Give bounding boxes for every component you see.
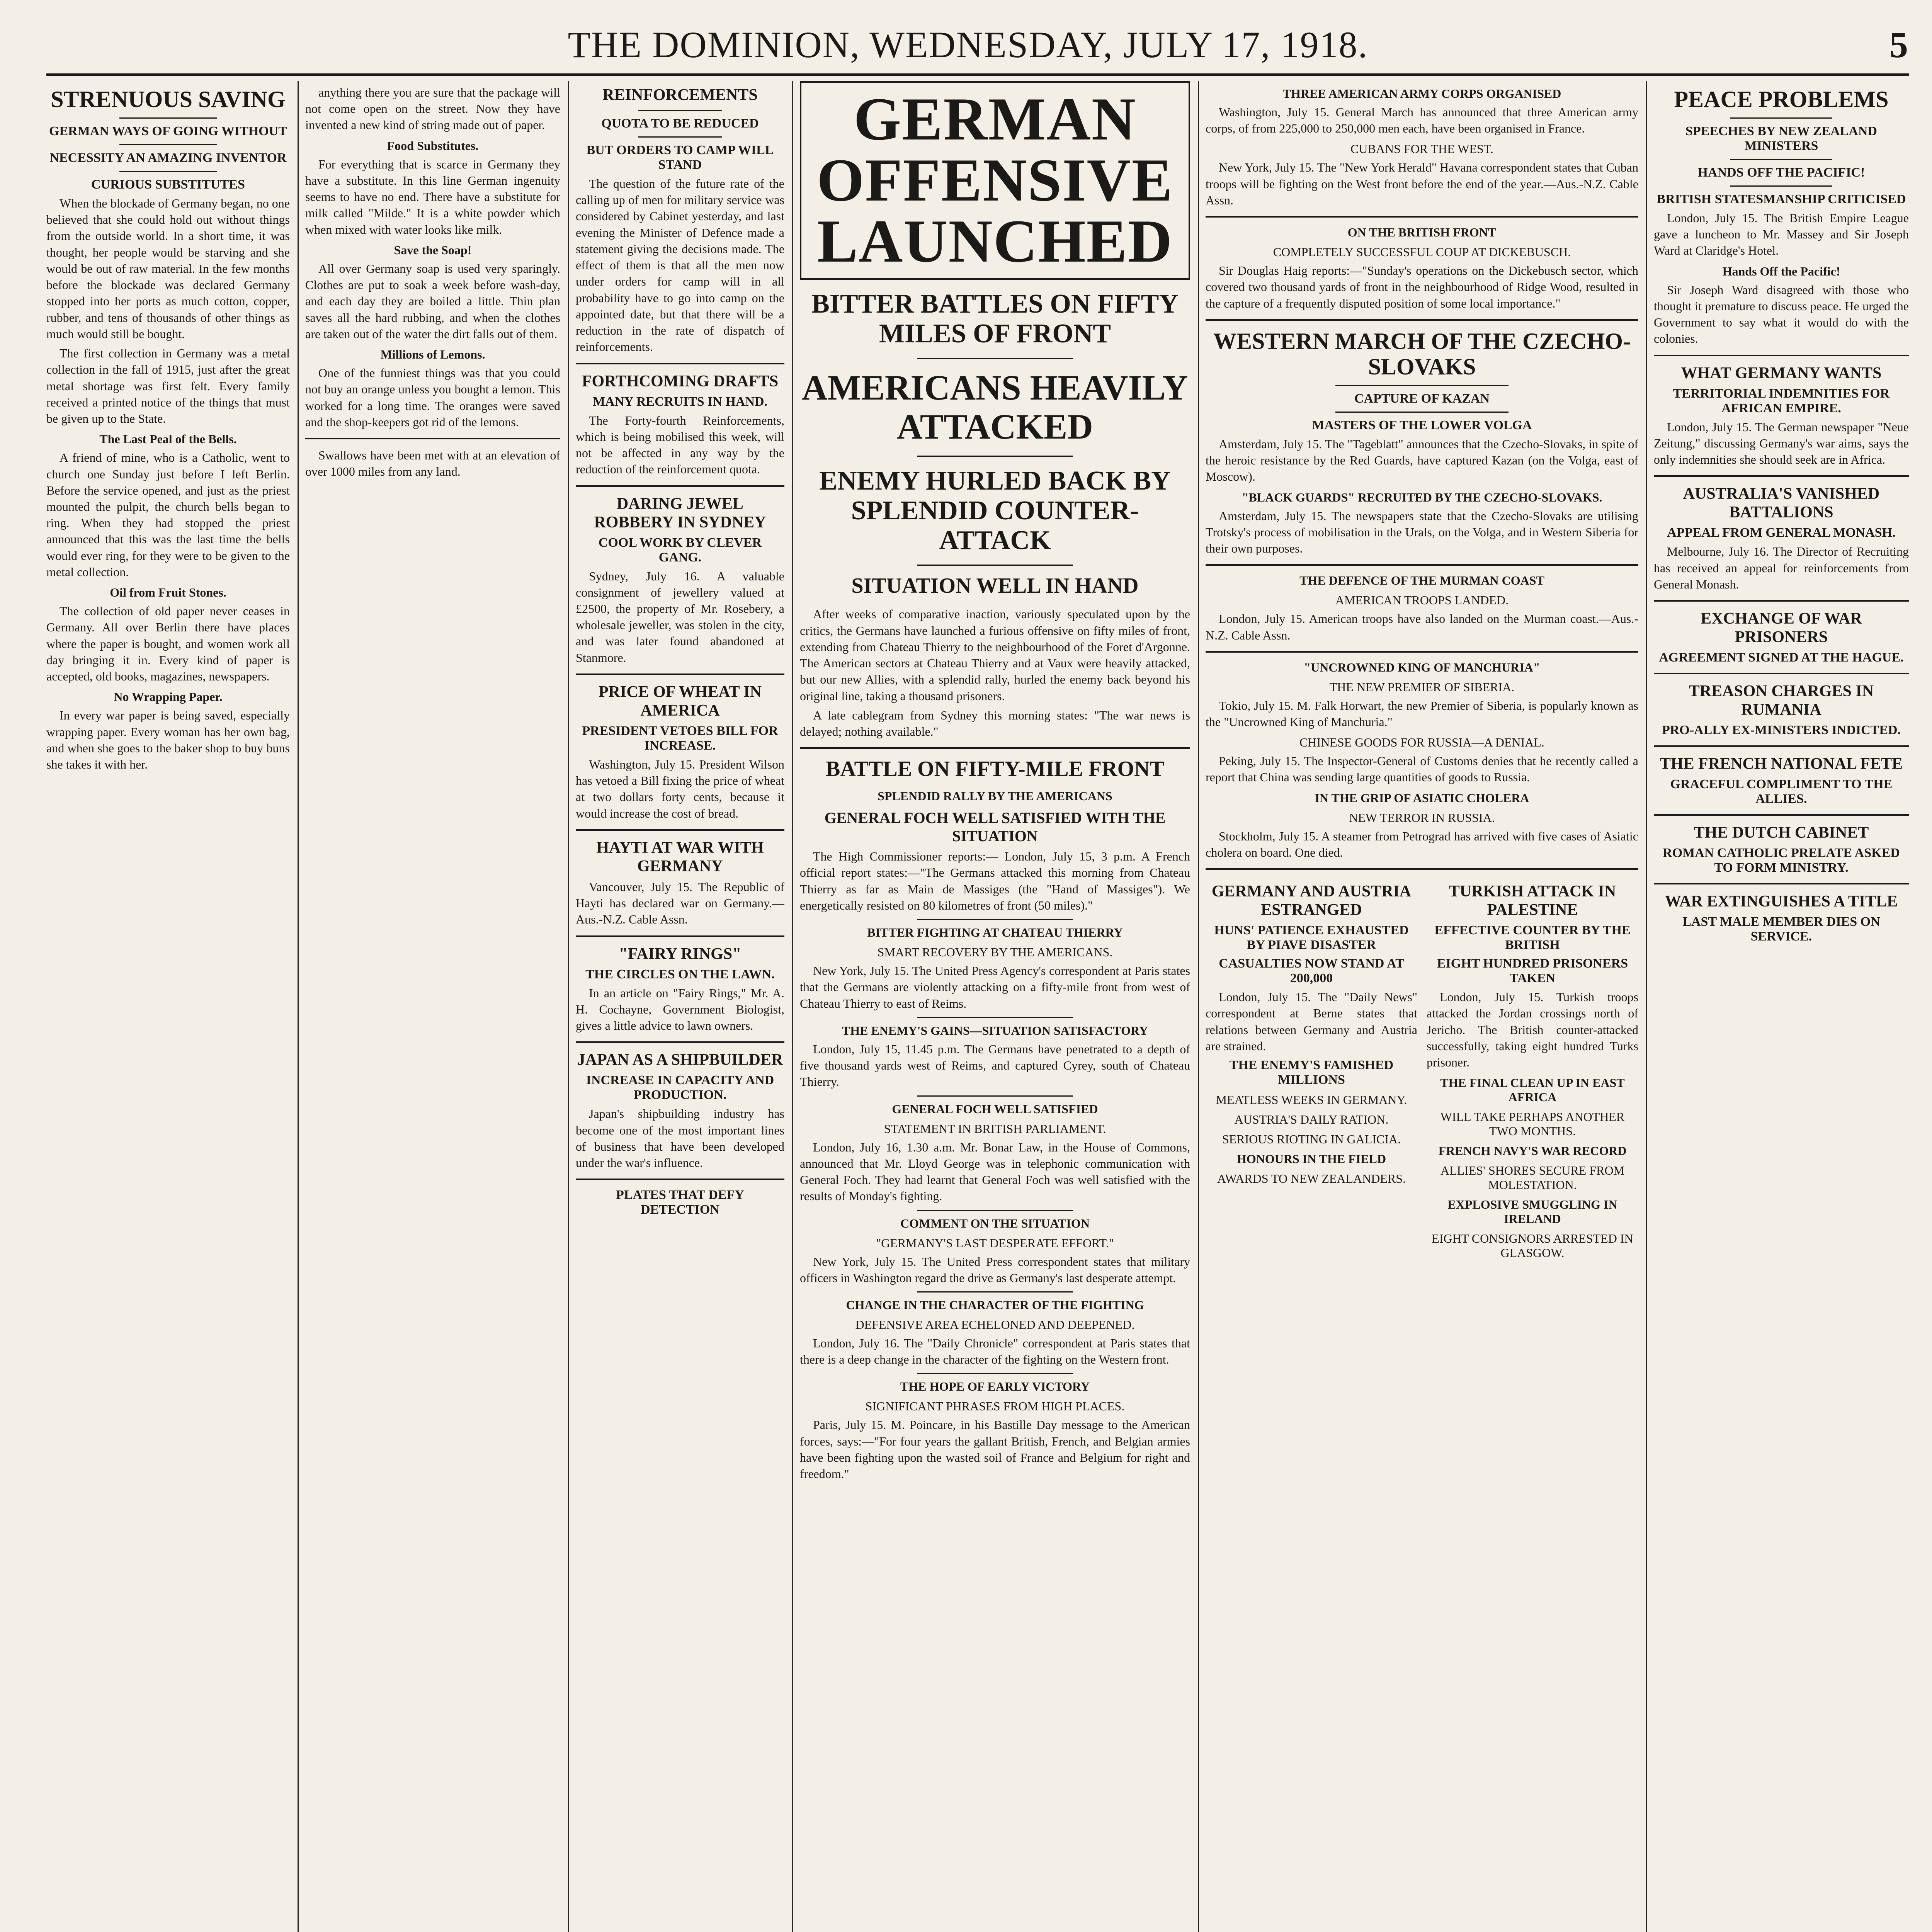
subheading: STATEMENT IN BRITISH PARLIAMENT. xyxy=(884,1121,1106,1136)
column-2 xyxy=(305,81,560,1932)
subheading: ON THE BRITISH FRONT xyxy=(1347,225,1497,240)
column-1 xyxy=(46,81,290,1932)
column-rule xyxy=(298,81,299,1932)
article-headline: WESTERN MARCH OF THE CZECHO-SLOVAKS xyxy=(1213,328,1631,379)
article-deck: BRITISH STATESMANSHIP CRITICISED xyxy=(1656,192,1906,206)
article-headline: AUSTRALIA'S VANISHED BATTALIONS xyxy=(1683,485,1880,522)
article-headline: TREASON CHARGES IN RUMANIA xyxy=(1689,682,1874,719)
article-deck: PRESIDENT VETOES BILL FOR INCREASE. xyxy=(582,723,778,753)
subheading: GENERAL FOCH WELL SATISFIED WITH THE SITUATION xyxy=(824,809,1166,845)
divider xyxy=(1730,117,1832,119)
article-paragraph: Amsterdam, July 15. The newspapers state that the Czecho-Slovaks are utilising Trotsky's process of mobilisation in the Urals, on the Volga, and in Western Siberia for their own purposes. xyxy=(1206,509,1638,556)
article-deck: COOL WORK BY CLEVER GANG. xyxy=(598,535,762,565)
article-headline: "FAIRY RINGS" xyxy=(619,945,742,963)
article-paragraph: London, July 16, 1.30 a.m. Mr. Bonar Law, in the House of Commons, announced that Mr. Lloyd George was in telephonic communication with General Foch. They had learnt that General Foch was well satisfied with the results of Monday's fighting. xyxy=(800,1140,1190,1203)
article-headline: TURKISH ATTACK IN PALESTINE xyxy=(1449,883,1616,919)
article-deck: PRO-ALLY EX-MINISTERS INDICTED. xyxy=(1662,723,1901,738)
two-column-block xyxy=(1206,878,1638,1262)
lead-deck: AMERICANS HEAVILY ATTACKED xyxy=(802,368,1188,447)
divider xyxy=(1654,600,1909,602)
article-paragraph: London, July 15. The British Empire League gave a luncheon to Mr. Massey and Sir Joseph Ward at Claridge's Hotel. xyxy=(1654,211,1909,258)
article-paragraph: The first collection in Germany was a metal collection in the fall of 1915, just after the great metal shortage was first felt. Every family received a printed notice of the things that must be given up to the State. xyxy=(46,346,290,426)
article-deck: MASTERS OF THE LOWER VOLGA xyxy=(1312,418,1532,432)
column-rule xyxy=(568,81,569,1932)
subheading: Save the Soap! xyxy=(394,243,472,257)
divider xyxy=(305,438,560,439)
article-deck: EIGHT HUNDRED PRISONERS TAKEN xyxy=(1437,956,1628,986)
article-paragraph: Japan's shipbuilding industry has become one of the most important lines of business that have been developed under the war's influence. xyxy=(576,1107,784,1170)
article-paragraph: Stockholm, July 15. A steamer from Petrograd has arrived with five cases of Asiatic cholera on board. One died. xyxy=(1206,829,1638,859)
article-paragraph: London, July 15. American troops have also landed on the Murman coast.—Aus.-N.Z. Cable Assn. xyxy=(1206,612,1638,642)
subheading: "UNCROWNED KING OF MANCHURIA" xyxy=(1304,660,1540,674)
subheading: AUSTRIA'S DAILY RATION. xyxy=(1234,1112,1389,1127)
article-paragraph: Washington, July 15. President Wilson has vetoed a Bill fixing the price of wheat at two dollars forty cents, because it would increase the cost of bread. xyxy=(576,757,784,820)
divider xyxy=(638,110,722,111)
subheading: EXPLOSIVE SMUGGLING IN IRELAND xyxy=(1447,1197,1617,1226)
article-headline: JAPAN AS A SHIPBUILDER xyxy=(577,1051,783,1069)
article-paragraph: London, July 15. The German newspaper "Neue Zeitung," discussing Germany's war aims, says the only indemnities she should seek are in Africa. xyxy=(1654,420,1909,467)
subheading: HONOURS IN THE FIELD xyxy=(1236,1152,1386,1166)
divider xyxy=(1654,745,1909,747)
subheading: IN THE GRIP OF ASIATIC CHOLERA xyxy=(1315,791,1529,805)
subheading: MEATLESS WEEKS IN GERMANY. xyxy=(1216,1093,1407,1107)
subheading: NEW TERROR IN RUSSIA. xyxy=(1349,810,1495,825)
article-deck: HUNS' PATIENCE EXHAUSTED BY PIAVE DISASTER xyxy=(1214,923,1409,952)
divider xyxy=(638,136,722,138)
article-paragraph: anything there you are sure that the package will not come open on the street. Now they have invented a new kind of string made out of paper. xyxy=(305,85,560,132)
subheading: SPLENDID RALLY BY THE AMERICANS xyxy=(878,789,1112,803)
article-paragraph: Peking, July 15. The Inspector-General of Customs denies that he recently called a report that China was sending large quantities of goods to Russia. xyxy=(1206,754,1638,784)
subheading: THE ENEMY'S GAINS—SITUATION SATISFACTORY xyxy=(842,1023,1148,1037)
subheading: COMMENT ON THE SITUATION xyxy=(900,1216,1090,1230)
divider xyxy=(917,1095,1073,1097)
divider xyxy=(576,935,784,937)
article-paragraph: Sir Douglas Haig reports:—"Sunday's operations on the Dickebusch sector, which covered two thousand yards of front in the neighbourhood of Ridge Wood, resulted in the capture of a frequently disputed position of some local importance." xyxy=(1206,264,1638,310)
column-rule xyxy=(792,81,793,1932)
subheading: SIGNIFICANT PHRASES FROM HIGH PLACES. xyxy=(865,1399,1125,1413)
subheading: SMART RECOVERY BY THE AMERICANS. xyxy=(877,945,1113,959)
divider xyxy=(576,485,784,487)
article-headline: WAR EXTINGUISHES A TITLE xyxy=(1665,893,1898,911)
article-deck: CASUALTIES NOW STAND AT 200,000 xyxy=(1219,956,1404,986)
divider xyxy=(1654,883,1909,884)
subcolumn-left xyxy=(1206,878,1417,1262)
subheading: "BLACK GUARDS" RECRUITED BY THE CZECHO-SLOVAKS. xyxy=(1242,490,1602,504)
column-7 xyxy=(1654,81,1909,1932)
divider xyxy=(1730,185,1832,187)
article-deck: MANY RECRUITS IN HAND. xyxy=(592,394,768,409)
article-paragraph: Swallows have been met with at an elevation of over 1000 miles from any land. xyxy=(305,448,560,479)
article-deck: THE CIRCLES ON THE LAWN. xyxy=(585,967,775,981)
column-rule xyxy=(1646,81,1647,1932)
article-paragraph: Vancouver, July 15. The Republic of Hayti has declared war on Germany.—Aus.-N.Z. Cable Assn. xyxy=(576,879,784,927)
subcolumn-right xyxy=(1427,878,1638,1262)
divider xyxy=(1206,319,1638,321)
article-headline: REINFORCEMENTS xyxy=(602,86,758,104)
article-paragraph: For everything that is scarce in Germany they have a substitute. In this line German ingenuity seems to have no end. There have a substitute for milk called "Milde." It is a white powder which when mixed with water looks like milk. xyxy=(305,157,560,236)
subheading: AMERICAN TROOPS LANDED. xyxy=(1335,593,1509,607)
article-deck: BUT ORDERS TO CAMP WILL STAND xyxy=(586,143,774,172)
article-paragraph: A late cablegram from Sydney this morning states: "The war news is delayed; nothing available." xyxy=(800,708,1190,739)
divider xyxy=(576,363,784,364)
article-paragraph: One of the funniest things was that you could not buy an orange unless you bought a lemon. This worked for a long time. The oranges were saved and the shop-keepers got rid of the lemons. xyxy=(305,366,560,429)
subheading: COMPLETELY SUCCESSFUL COUP AT DICKEBUSCH. xyxy=(1273,245,1571,259)
article-headline: PEACE PROBLEMS xyxy=(1674,87,1889,112)
article-headline: FORTHCOMING DRAFTS xyxy=(582,372,779,390)
subheading: THE FINAL CLEAN UP IN EAST AFRICA xyxy=(1440,1076,1625,1104)
divider xyxy=(1654,475,1909,477)
divider xyxy=(1206,868,1638,870)
subheading: ALLIES' SHORES SECURE FROM MOLESTATION. xyxy=(1440,1163,1625,1192)
subheading: BITTER FIGHTING AT CHATEAU THIERRY xyxy=(867,925,1123,940)
subheading: CHINESE GOODS FOR RUSSIA—A DENIAL. xyxy=(1299,735,1544,750)
article-deck: CURIOUS SUBSTITUTES xyxy=(91,177,245,192)
article-headline: GERMANY AND AUSTRIA ESTRANGED xyxy=(1211,883,1412,919)
divider xyxy=(917,1210,1073,1211)
article-headline: THE FRENCH NATIONAL FETE xyxy=(1660,755,1903,773)
article-deck: GERMAN WAYS OF GOING WITHOUT xyxy=(49,124,287,138)
article-paragraph: In every war paper is being saved, especially wrapping paper. Every woman has her own bag, and when she goes to the baker shop to buy buns she takes it with her. xyxy=(46,708,290,772)
masthead-title: THE DOMINION, WEDNESDAY, JULY 17, 1918. xyxy=(568,24,1368,65)
subheading: WILL TAKE PERHAPS ANOTHER TWO MONTHS. xyxy=(1440,1110,1625,1138)
divider xyxy=(1206,564,1638,566)
divider xyxy=(576,1179,784,1180)
article-headline: EXCHANGE OF WAR PRISONERS xyxy=(1701,610,1862,646)
article-paragraph: London, July 15, 11.45 p.m. The Germans have penetrated to a depth of five thousand yards west of Reims, and captured Cyrey, south of Chateau Thierry. xyxy=(800,1042,1190,1089)
divider xyxy=(1654,814,1909,816)
subheading: Oil from Fruit Stones. xyxy=(110,585,226,600)
article-deck: THE ENEMY'S FAMISHED MILLIONS xyxy=(1229,1058,1394,1087)
article-deck: APPEAL FROM GENERAL MONASH. xyxy=(1667,526,1896,540)
divider xyxy=(119,117,217,119)
divider xyxy=(1654,355,1909,356)
divider xyxy=(1654,673,1909,674)
subheading: Food Substitutes. xyxy=(387,138,479,153)
article-deck: NECESSITY AN AMAZING INVENTOR xyxy=(49,151,287,165)
article-paragraph: New York, July 15. The United Press correspondent states that military officers in Washington regard the drive as Germany's last desperate attempt. xyxy=(800,1254,1190,1285)
article-paragraph: Amsterdam, July 15. The "Tageblatt" announces that the Czecho-Slovaks, in spite of the heroic resistance by the Red Guards, have captured Kazan (on the Volga, east of Moscow). xyxy=(1206,437,1638,484)
column-rule xyxy=(1198,81,1199,1932)
article-paragraph: When the blockade of Germany began, no one believed that she could hold out without things from the outside world. In a short time, it was thought, her people would be starving and she would be out of raw material. In the few months before the blockade was declared Germany stopped into her ports as much cotton, copper, rubber, and tens of thousands of other things as much would still be bought. xyxy=(46,196,290,341)
column-3 xyxy=(576,81,784,1932)
divider xyxy=(576,673,784,675)
subheading: CUBANS FOR THE WEST. xyxy=(1350,142,1493,156)
article-paragraph: Washington, July 15. General March has announced that three American army corps, of from 225,000 to 250,000 men each, have been organised in France. xyxy=(1206,105,1638,136)
subheading: EIGHT CONSIGNORS ARRESTED IN GLASGOW. xyxy=(1432,1231,1633,1260)
subheading: THE HOPE OF EARLY VICTORY xyxy=(900,1379,1090,1394)
article-deck: ROMAN CATHOLIC PRELATE ASKED TO FORM MINISTRY. xyxy=(1663,846,1900,875)
article-paragraph: London, July 16. The "Daily Chronicle" correspondent at Paris states that there is a deep change in the character of the fighting on the Western front. xyxy=(800,1336,1190,1367)
section-headline: BATTLE ON FIFTY-MILE FRONT xyxy=(826,757,1164,781)
article-deck: HANDS OFF THE PACIFIC! xyxy=(1697,165,1865,180)
article-paragraph: New York, July 15. The United Press Agency's correspondent at Paris states that the Germans are violently attacking on a fifty-mile front from west of Chateau Thierry to east of Reims. xyxy=(800,964,1190,1010)
article-paragraph: Paris, July 15. M. Poincare, in his Bastille Day message to the American forces, says:—"For four years the gallant British, French, and Belgian armies have been fighting upon the wasted soil of France and Belgium for right and freedom." xyxy=(800,1418,1190,1481)
article-deck: QUOTA TO BE REDUCED xyxy=(601,116,759,131)
lead-deck: ENEMY HURLED BACK BY SPLENDID COUNTER-ATTACK xyxy=(819,466,1171,556)
lead-deck: SITUATION WELL IN HAND xyxy=(851,574,1139,598)
subheading: CHANGE IN THE CHARACTER OF THE FIGHTING xyxy=(846,1298,1144,1312)
article-deck: INCREASE IN CAPACITY AND PRODUCTION. xyxy=(586,1073,774,1102)
article-paragraph: The Forty-fourth Reinforcements, which is being mobilised this week, will not be affected in any way by the reduction of the reinforcement quota. xyxy=(576,413,784,476)
article-paragraph: The question of the future rate of the calling up of men for military service was considered by Cabinet yesterday, and last evening the Minister of Defence made a statement giving the decisions made. The effect of them is that all the men now under orders for camp will in all probability have to go into camp on the appointed date, but that there will be a reduction in the rate of dispatch of reinforcements. xyxy=(576,177,784,354)
article-headline: STRENUOUS SAVING xyxy=(51,87,286,112)
article-paragraph: After weeks of comparative inaction, variously speculated upon by the critics, the Germans have launched a furious offensive on fifty miles of front, extending from Chateau Thierry to the neighbourhood of the Foret d'Argonne. The American sectors at Chateau Thierry and at Vaux were heavily attacked, but our new Allies, with a splendid rally, hurled the enemy back beyond his original line, taking a thousand prisoners. xyxy=(800,607,1190,703)
article-paragraph: A friend of mine, who is a Catholic, went to church one Sunday just before I left Berlin. Before the service opened, and just as the priest mounted the pulpit, the church bells began to ring. When they had stopped the priest announced that this was the last time the bells would ever ring, for they were to be given to the metal collection. xyxy=(46,451,290,579)
divider xyxy=(917,358,1073,359)
subheading: DEFENSIVE AREA ECHELONED AND DEEPENED. xyxy=(855,1318,1135,1332)
divider xyxy=(1206,216,1638,218)
divider xyxy=(1206,651,1638,653)
lead-headline-box xyxy=(800,81,1190,280)
article-headline: HAYTI AT WAR WITH GERMANY xyxy=(596,838,764,875)
subheading: AWARDS TO NEW ZEALANDERS. xyxy=(1217,1172,1406,1186)
article-paragraph: New York, July 15. The "New York Herald" Havana correspondent states that Cuban troops will be fighting on the West front before the end of the year.—Aus.-N.Z. Cable Assn. xyxy=(1206,160,1638,207)
subheading: GENERAL FOCH WELL SATISFIED xyxy=(892,1102,1098,1116)
article-deck: TERRITORIAL INDEMNITIES FOR AFRICAN EMPIRE. xyxy=(1673,386,1890,415)
article-headline: WHAT GERMANY WANTS xyxy=(1681,364,1882,382)
article-deck: LAST MALE MEMBER DIES ON SERVICE. xyxy=(1682,915,1880,944)
article-deck: GRACEFUL COMPLIMENT TO THE ALLIES. xyxy=(1670,777,1893,806)
article-paragraph: Melbourne, July 16. The Director of Recruiting has received an appeal for reinforcements from General Monash. xyxy=(1654,544,1909,591)
divider xyxy=(917,456,1073,457)
masthead xyxy=(46,15,1909,76)
divider xyxy=(917,1017,1073,1018)
divider xyxy=(917,565,1073,566)
article-paragraph: Tokio, July 15. M. Falk Horwart, the new Premier of Siberia, is popularly known as the "Uncrowned King of Manchuria." xyxy=(1206,698,1638,729)
article-paragraph: Sydney, July 16. A valuable consignment of jewellery valued at £2500, the property of Mr. Rosebery, a wholesale jeweller, was stolen in the city, and was later found abandoned at Stanmore. xyxy=(576,569,784,665)
subheading: "GERMANY'S LAST DESPERATE EFFORT." xyxy=(876,1236,1114,1250)
subheading: The Last Peal of the Bells. xyxy=(99,432,237,446)
subheading: THE NEW PREMIER OF SIBERIA. xyxy=(1329,680,1515,694)
lead-deck: BITTER BATTLES ON FIFTY MILES OF FRONT xyxy=(811,289,1179,349)
article-headline: THE DUTCH CABINET xyxy=(1694,824,1869,842)
subheading: THREE AMERICAN ARMY CORPS ORGANISED xyxy=(1282,87,1561,100)
article-deck: PLATES THAT DEFY DETECTION xyxy=(616,1188,744,1217)
column-6 xyxy=(1206,81,1638,1932)
subheading: No Wrapping Paper. xyxy=(114,690,223,704)
article-headline: DARING JEWEL ROBBERY IN SYDNEY xyxy=(594,495,766,531)
divider xyxy=(917,1373,1073,1374)
article-deck: EFFECTIVE COUNTER BY THE BRITISH xyxy=(1434,923,1631,952)
center-lead-story xyxy=(800,81,1190,1932)
subheading: THE DEFENCE OF THE MURMAN COAST xyxy=(1299,573,1544,588)
divider xyxy=(1335,385,1509,386)
article-paragraph: London, July 15. Turkish troops attacked the Jordan crossings north of Jericho. The British counter-attacked successfully, taking eight hundred Turks prisoner. xyxy=(1427,990,1638,1070)
divider xyxy=(917,919,1073,920)
divider xyxy=(119,144,217,145)
article-deck: SPEECHES BY NEW ZEALAND MINISTERS xyxy=(1685,124,1877,153)
divider xyxy=(119,171,217,172)
article-deck: AGREEMENT SIGNED AT THE HAGUE. xyxy=(1659,650,1904,665)
article-paragraph: London, July 15. The "Daily News" correspondent at Berne states that relations between Germany and Austria are strained. xyxy=(1206,990,1417,1053)
divider xyxy=(576,1041,784,1043)
article-paragraph: The High Commissioner reports:— London, July 15, 3 p.m. A French official report states:—"The Germans attacked this morning from Chateau Thierry as far as Main de Massiges (the "Hand of Massiges"). We energetically resisted on 80 kilometres of front (50 miles)." xyxy=(800,849,1190,912)
lead-headline: GERMAN OFFENSIVE LAUNCHED xyxy=(816,85,1173,275)
article-paragraph: All over Germany soap is used very sparingly. Clothes are put to soak a week before wash-day, and each day they are boiled a little. Thin plan saves all the hard rubbing, and when the clothes are taken out of the water the dirt falls out of them. xyxy=(305,261,560,341)
subheading: Millions of Lemons. xyxy=(380,347,485,362)
divider xyxy=(800,747,1190,749)
subheading: Hands Off the Pacific! xyxy=(1722,264,1840,278)
page-number: 5 xyxy=(1889,24,1909,65)
article-paragraph: In an article on "Fairy Rings," Mr. A. H. Cochayne, Government Biologist, gives a little advice to lawn owners. xyxy=(576,986,784,1033)
article-paragraph: Sir Joseph Ward disagreed with those who thought it premature to discuss peace. He urged the Government to say what it would do with the colonies. xyxy=(1654,282,1909,346)
divider xyxy=(1335,412,1509,413)
article-paragraph: The collection of old paper never ceases in Germany. All over Berlin there have places where the paper is bought, and women work all day bringing it in. Every kind of paper is accepted, old books, magazines, newspapers. xyxy=(46,604,290,684)
article-headline: PRICE OF WHEAT IN AMERICA xyxy=(598,683,762,719)
subheading: FRENCH NAVY'S WAR RECORD xyxy=(1438,1144,1627,1158)
subheading: SERIOUS RIOTING IN GALICIA. xyxy=(1222,1132,1401,1146)
divider xyxy=(917,1291,1073,1293)
divider xyxy=(576,829,784,831)
divider xyxy=(1730,159,1832,160)
article-deck: CAPTURE OF KAZAN xyxy=(1354,391,1490,406)
